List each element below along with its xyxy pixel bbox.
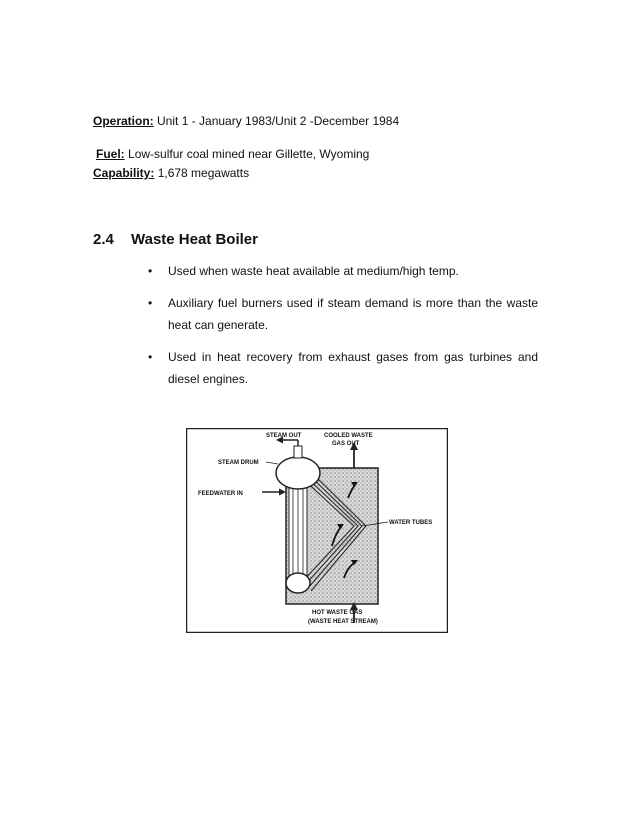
operation-line <box>93 114 399 128</box>
section-number: 2.4 <box>93 231 114 248</box>
capability-label: Capability: <box>93 166 155 180</box>
list-item <box>148 292 538 336</box>
capability-value: 1,678 megawatts <box>157 166 250 180</box>
bullet-text: Auxiliary fuel burners used if steam demand is more than the waste heat can generate. <box>168 296 538 332</box>
mud-drum <box>286 573 310 593</box>
fuel-value: Low-sulfur coal mined near Gillette, Wyoming <box>128 147 370 161</box>
list-item <box>148 346 538 390</box>
fuel-label: Fuel: <box>96 147 125 161</box>
operation-value: Unit 1 - January 1983/Unit 2 -December 1984 <box>157 114 400 128</box>
bullet-icon: • <box>148 296 153 310</box>
capability-line <box>93 166 249 180</box>
bullet-text: Used when waste heat available at medium/high temp. <box>168 264 459 278</box>
bullet-list <box>148 260 538 400</box>
operation-label: Operation: <box>93 114 154 128</box>
waste-heat-boiler-diagram <box>186 428 448 633</box>
section-heading <box>93 231 258 248</box>
bullet-icon: • <box>148 264 153 278</box>
label-water-tubes: WATER TUBES <box>389 520 433 526</box>
label-steam-out: STEAM OUT <box>266 433 302 439</box>
section-title: Waste Heat Boiler <box>131 231 258 248</box>
label-cooled-gas-1: COOLED WASTE <box>324 433 373 439</box>
label-hot-gas-1: HOT WASTE GAS <box>312 610 363 616</box>
label-cooled-gas-2: GAS OUT <box>332 441 360 447</box>
bullet-icon: • <box>148 350 153 364</box>
steam-out-pipe <box>294 446 302 458</box>
steam-drum <box>276 457 320 489</box>
fuel-line <box>96 147 369 161</box>
label-steam-drum: STEAM DRUM <box>218 460 259 466</box>
label-feedwater: FEEDWATER IN <box>198 491 243 497</box>
bullet-text: Used in heat recovery from exhaust gases from gas turbines and diesel engines. <box>168 350 538 386</box>
list-item <box>148 260 538 282</box>
label-hot-gas-2: (WASTE HEAT STREAM) <box>308 619 378 625</box>
